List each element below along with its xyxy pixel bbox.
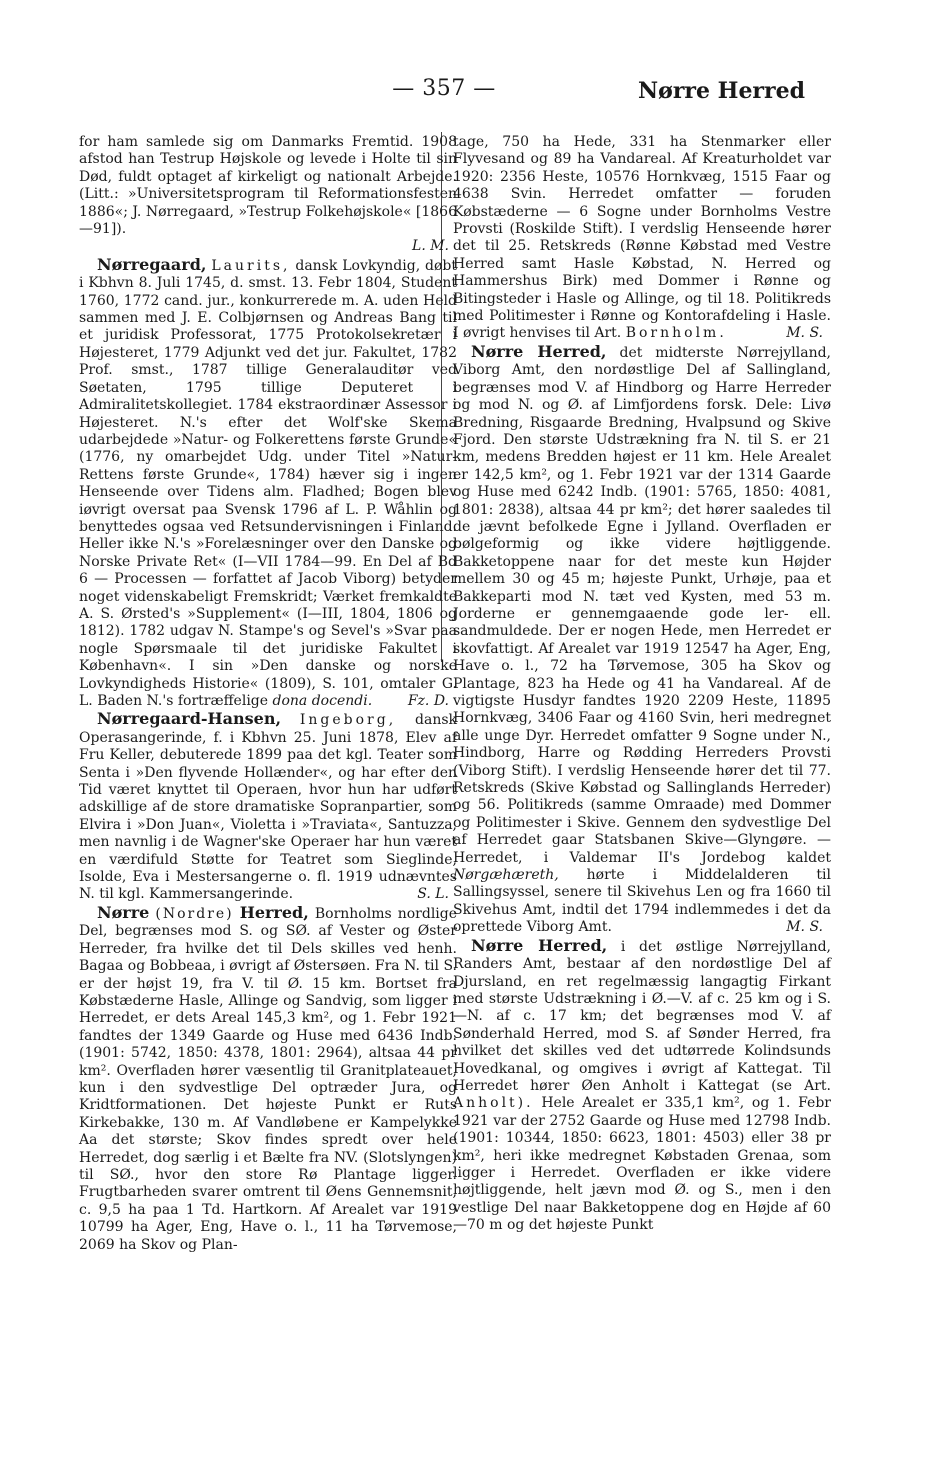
entry-headword: Nørregaard, xyxy=(97,254,207,274)
entry-text: tage, 750 ha Hede, 331 ha Stenmarker eller Flyvesand og 89 ha Vandareal. Af Kreaturholdet var 1920: 2356 Heste, 10576 Hornkvæg, 1515 Faar og 4638 Svin. Herredet omfatter — foruden Købstæderne — 6 Sogne under Bornholms Vestre Provsti (Roskilde Stift). I verdslig Henseende hører det til 25. Retskreds (Rønne Købstad med Vestre Herred samt Hasle Købstad, N. Herred og Hammershus Birk) med Dommer i Rønne og Bitingsteder i Hasle og Allinge, og til 18. Politikreds med Politimester i Rønne og Kontorafdeling i Hasle. I øvrigt henvises til Art. xyxy=(453,134,831,342)
cross-reference: Anholt). xyxy=(453,1095,534,1112)
entry-name: Laurits, xyxy=(211,257,291,274)
entry-headword: Nørre Herred, xyxy=(471,341,607,361)
running-head: Nørre Herred xyxy=(638,78,805,104)
entry-text: Bornholms nordlige Del, begrænses mod S. og SØ. af Vester og Øster Herreder, fra hvilke det til Dels skilles ved henh. Bagaa og Bobbeaa, i øvrigt af Østersøen. Fra N. til S. er der højst 19, fra V. til Ø. 15 km. Bortset fra Købstæderne Hasle, Allinge og Sandvig, som ligger i Herredet, er dets Areal 145,3 km², og 1. Febr 1921 fandtes der 1349 Gaarde og Huse med 6436 Indb. (1901: 5742, 1850: 4378, 1801: 2964), altsaa 44 pr km². Overfladen hører væsentlig til Granitplateauet, kun i den sydvestlige Del optræder Jura, og Kridtformationen. Det højeste Punkt er Ruts Kirkebakke, 130 m. Af Vandløbene er Kampelykke Aa det største; Skov findes spredt over hele Herredet, dog særlig i et Bælte fra NV. (Slotslyngen) til SØ., hvor den store Rø Plantage ligger. Frugtbarheden svarer omtrent til Øens Gennemsnit, c. 9,5 ha paa 1 Td. Hartkorn. Af Arealet var 1919 10799 ha Ager, Eng, Have o. l., 11 ha Tørvemose, 2069 ha Skov og Plan- xyxy=(79,905,458,1253)
entry-text: Hele Arealet er 335,1 km², og 1. Febr 1921 var der 2752 Gaarde og Huse med 12798 Indb. (1901: 10344, 1850: 6623, 1801: 4503) eller 38 pr km², heri ikke medregnet Købstaden Grenaa, som ligger i Herredet. Overfladen er ikke videre højtliggende, helt jævn mod Ø. og S., men i den vestlige Del naar Bakketoppene dog en Højde af 60—70 m og det højeste Punkt xyxy=(453,1095,832,1234)
entry-italic-phrase: Nørgæhæreth, xyxy=(453,867,559,884)
entry-italic-phrase: dona docendi. xyxy=(272,693,373,709)
author-signature: M. S. xyxy=(786,919,823,936)
entry-norre-herred-randers xyxy=(453,937,831,1235)
entry-continuation xyxy=(79,134,457,256)
cross-reference: Bornholm. xyxy=(625,325,727,342)
entry-norre-herred-viborg xyxy=(453,343,831,937)
entry-text: dansk Lovkyndig, døbt i Kbhvn 8. Juli 1745, d. smst. 13. Febr 1804, Student 1760, 1772 cand. jur., konkurrerede m. A. uden Held sammen med J. E. Colbjørnsen og Andreas Bang til et juridisk Professorat, 1775 Protokolsekretær i Højesteret, 1779 Adjunkt ved det jur. Fakultet, 1782 Prof. smst., 1787 tillige Generalauditør ved Søetaten, 1795 tillige Deputeret i Admiralitetskollegiet. 1784 ekstraordinær Assessor i Højesteret. N.'s efter det Wolf'ske Skema udarbejdede »Natur- og Folkerettens første Grunde« (1776, ny omarbejdet Udg. under Titel »Natur-Rettens første Grunde«, 1784) hæver sig i ingen Henseende over Tidens alm. Fladhed; Bogen blev iøvrigt oversat paa Svensk 1796 af L. P. Wåhlin og benyttedes ogsaa ved Retsundervisningen i Finland. Heller ikke N.'s »Forelæsninger over den Danske og Norske Private Ret« (I—VII 1784—99. En Del af Bd 6 — Processen — forfattet af Jacob Viborg) betyder noget videnskabeligt Fremskridt; Værket fremkaldte A. S. Ørsted's »Supplement« (I—III, 1804, 1806 og 1812). 1782 udgav N. Stampe's og Sevel's »Svar paa nogle Spørsmaale til det juridiske Fakultet i København«. I sin »Den danske og norske Lovkyndigheds Historie« (1809), S. 101, omtaler G. L. Baden N.'s fortræffelige xyxy=(79,257,458,709)
author-signature: S. L. xyxy=(417,886,449,903)
entry-continuation xyxy=(453,134,831,343)
entry-norregaard-hansen xyxy=(79,710,457,903)
entry-headword: Nørre Herred, xyxy=(471,935,608,955)
author-signature: Fz. D. xyxy=(407,693,449,709)
entry-headword: Nørregaard-Hansen, xyxy=(97,709,282,729)
author-signature: M. S. xyxy=(786,325,823,342)
right-column xyxy=(453,134,831,1235)
author-signature: L. M. xyxy=(412,238,449,255)
entry-text: dansk Operasangerinde, f. i Kbhvn 25. Juni 1878, Elev af Fru Keller, debuterede 1899 paa det kgl. Teater som Senta i »Den flyvende Hollænder«, og har efter den Tid været knyttet til Operaen, hvor hun har udført adskillige af de store dramatiske Sopranpartier, som Elvira i »Don Juan«, Violetta i »Traviata«, Santuzza, men navnlig i de Wagner'ske Operaer har hun været en værdifuld Støtte for Teatret som Sieglinde, Isolde, Eva i Mestersangerne o. fl. 1919 udnævntes N. til kgl. Kammersangerinde. xyxy=(79,712,458,903)
page-number: — 357 — xyxy=(392,76,496,101)
entry-text: det midterste Nørrejylland, Viborg Amt, den nordøstlige Del af Sallingland, begrænses mod V. af Hindborg og Harre Herreder og mod N. og Ø. af Limfjordens forsk. Dele: Livø Bredning, Risgaarde Bredning, Hvalpsund og Skive Fjord. Den største Udstrækning fra N. til S. er 21 km, medens Bredden højest er 11 km. Hele Arealet er 142,5 km², og 1. Febr 1921 var der 1314 Gaarde og Huse med 6242 Indb. (1901: 5765, 1850: 4081, 1801: 2838), altsaa 44 pr km²; det hører saaledes til de jævnt befolkede Egne i Jylland. Overfladen er bølgeformig og ikke videre højtliggende. Bakketoppene naar for det meste kun Højder mellem 30 og 45 m; højeste Punkt, Urhøje, paa et Bakkeparti mod N. tæt ved Kysten, med 53 m. Jorderne er gennemgaaende gode ler- ell. sandmuldede. Der er nogen Hede, men Herredet er skovfattigt. Af Arealet var 1919 12547 ha Ager, Eng, Have o. l., 72 ha Tørvemose, 305 ha Skov og Plantage, 823 ha Hede og 41 ha Vandareal. Af de vigtigste Husdyr fandtes 1920 2209 Heste, 11895 Hornkvæg, 3406 Faar og 4160 Svin, heri medregnet alle unge Dyr. Herredet omfatter 9 Sogne under N., Hindborg, Harre og Rødding Herreders Provsti (Viborg Stift). I verdslig Henseende hører det til 77. Retskreds (Skive Købstad og Sallinglands Herreder) og 56. Politikreds (samme Omraade) med Dommer og Politimester i Skive. Gennem den sydvestlige Del af Herredet gaar Statsbanen Skive—Glyngøre. — Herredet, i Valdemar II's Jordebog kaldet xyxy=(453,344,832,866)
entry-norregaard-laurits xyxy=(79,256,457,711)
entry-headword: Herred, xyxy=(239,902,309,922)
entry-norre-herred-bornholm xyxy=(79,904,457,1254)
entry-headword-alt: (Nordre) xyxy=(155,905,234,922)
entry-text: for ham samlede sig om Danmarks Fremtid. 1908 afstod han Testrup Højskole og levede i Holte til sin Død, fuldt optaget af kirkeligt og nationalt Arbejde. (Litt.: »Universitetsprogram til Reformationsfesten 1886«; J. Nørregaard, »Testrup Folkehøjskole« [1866—91]). xyxy=(79,134,457,238)
entry-text: i det østlige Nørrejylland, Randers Amt, bestaar af den nordøstlige Del af Djursland, en ret regelmæssig langagtig Firkant med største Udstrækning i Ø.—V. af c. 25 km og i S.—N. af c. 17 km; det begrænses mod V. af Sønderhald Herred, mod S. af Sønder Herred, fra hvilket det skilles ved det udtørrede Kolindsunds Hovedkanal, og omgives i øvrigt af Kattegat. Til Herredet hører Øen Anholt i Kattegat (se Art. xyxy=(453,938,831,1094)
entry-name: Ingeborg, xyxy=(299,712,397,729)
entry-text: hørte i Middelalderen til Sallingsyssel, senere til Skivehus Len og fra 1660 til Skivehus Amt, indtil det 1794 indlemmedes i det da oprettede Viborg Amt. xyxy=(453,867,832,936)
entry-headword: Nørre xyxy=(97,902,150,922)
left-column xyxy=(79,134,457,1254)
